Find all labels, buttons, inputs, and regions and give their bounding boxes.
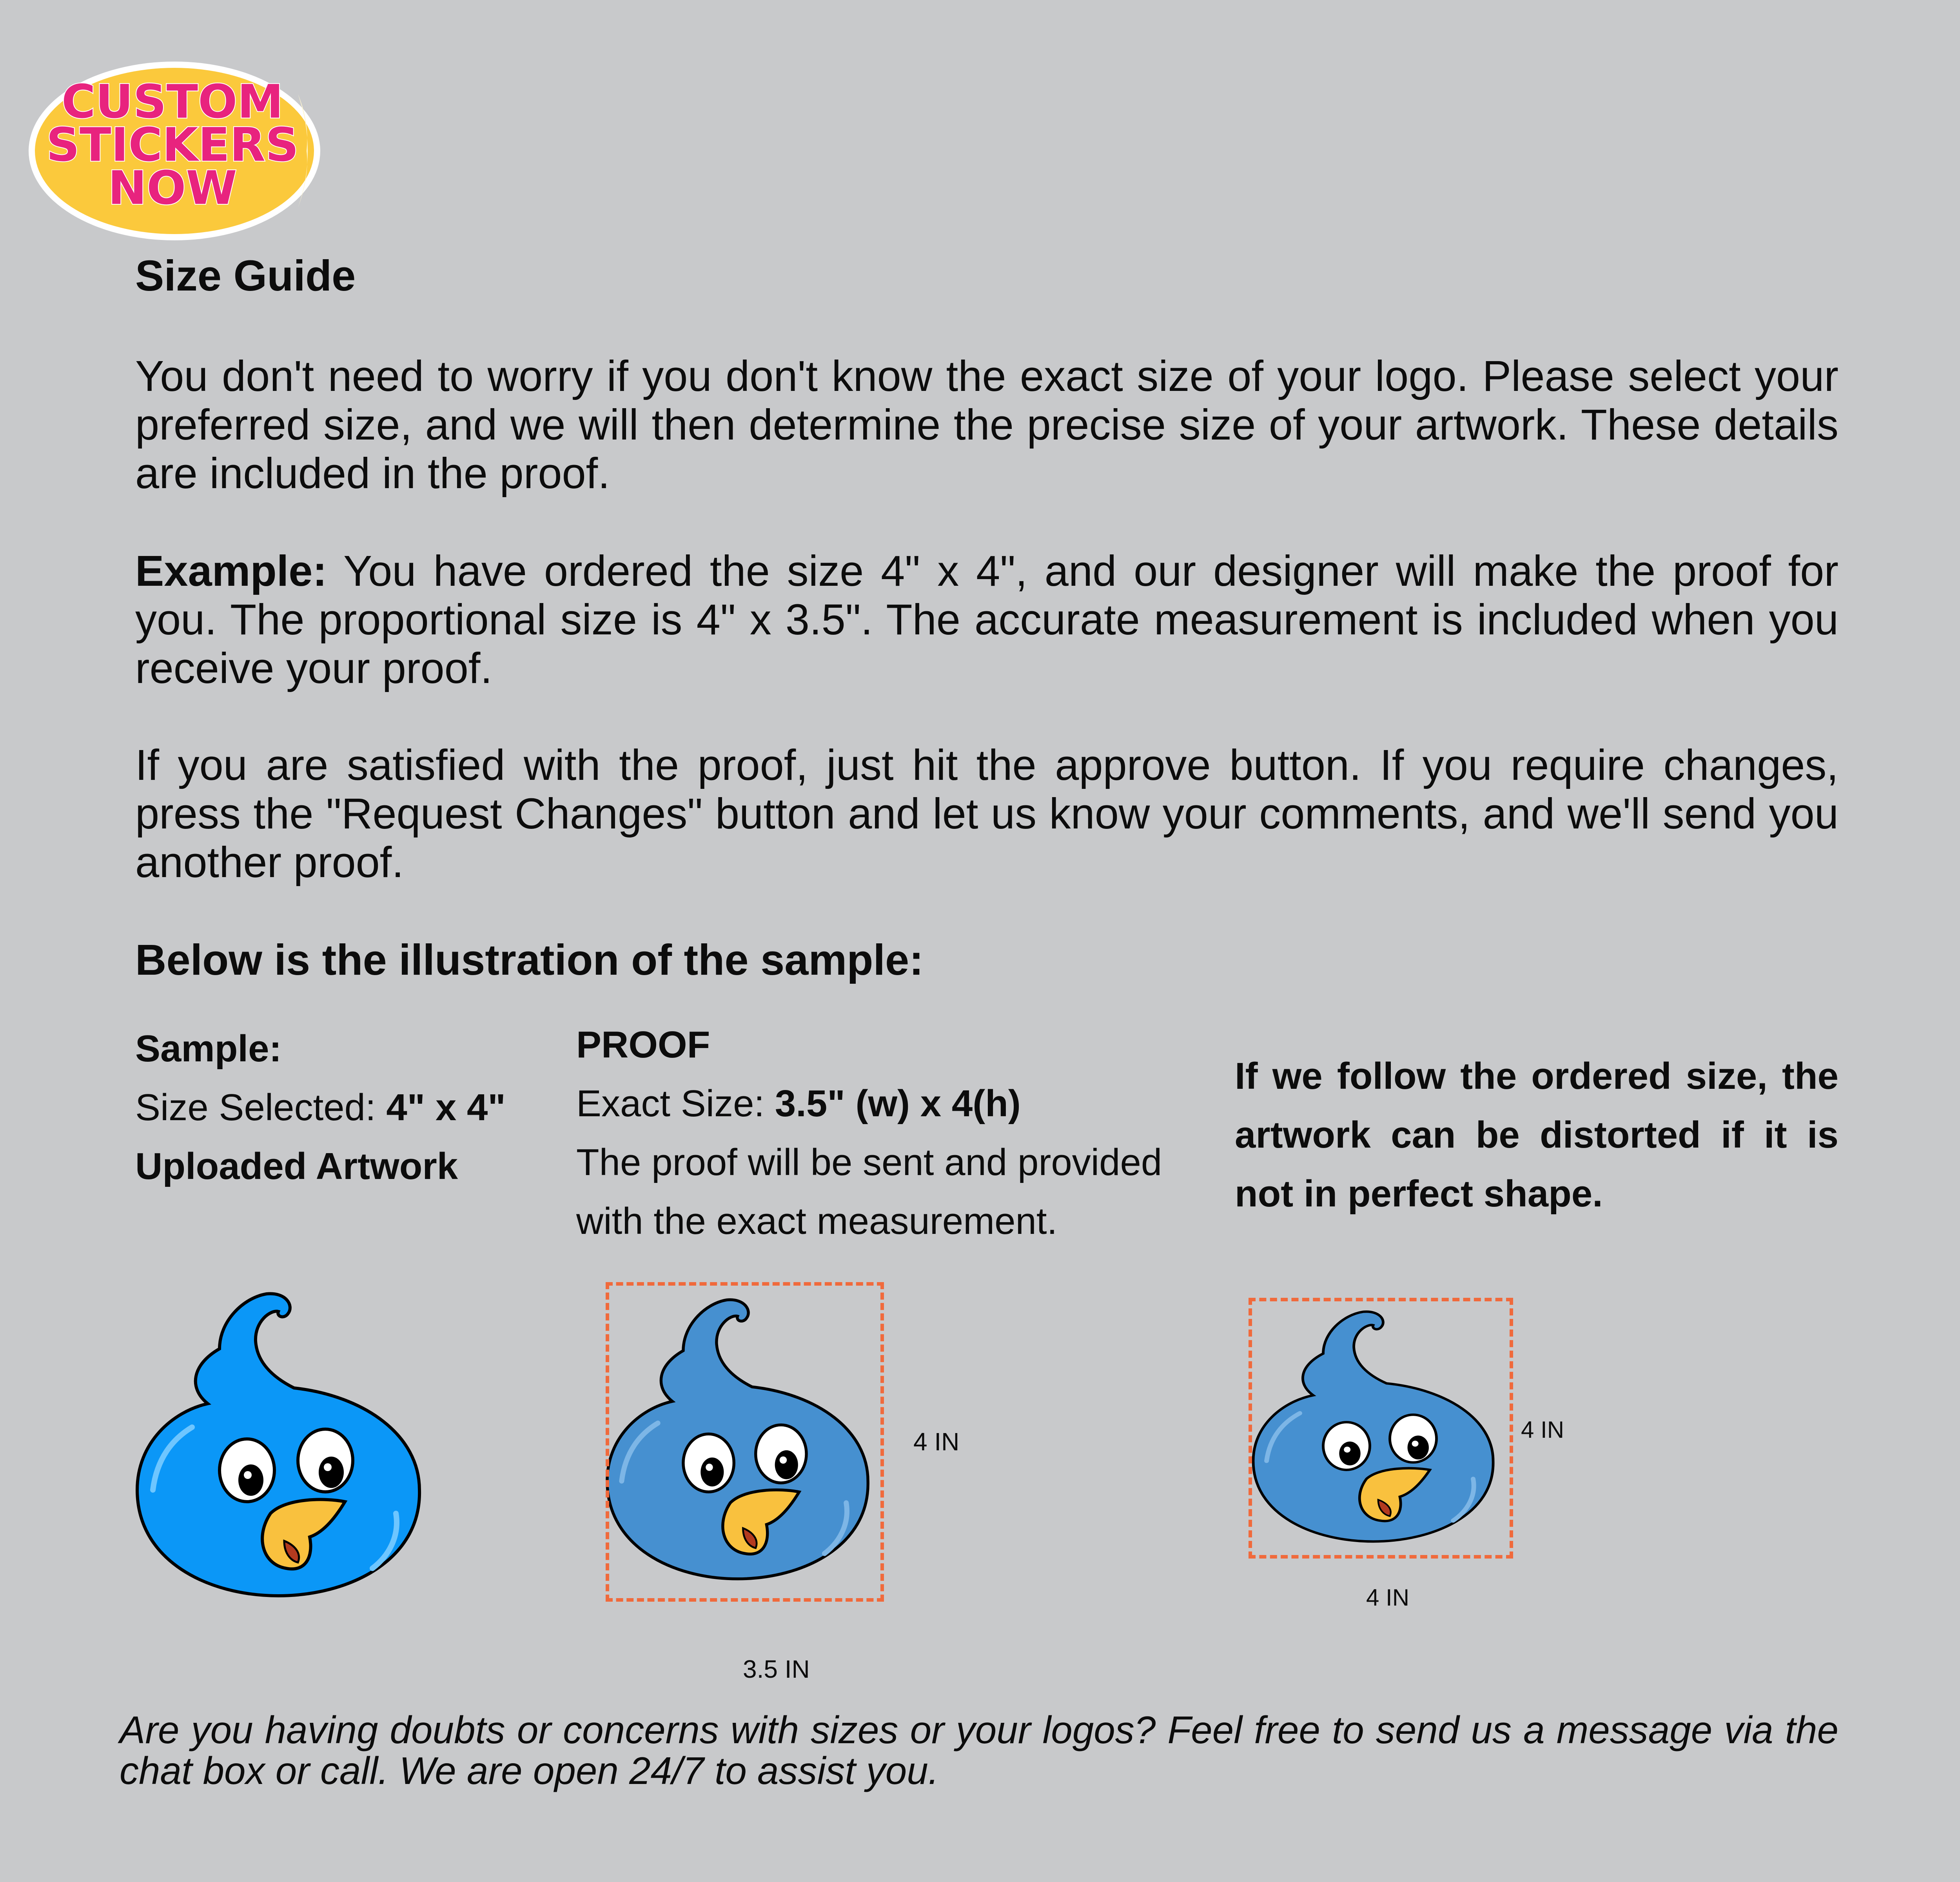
proof-dimension-box <box>606 1282 884 1602</box>
uploaded-artwork-bird-image <box>129 1270 443 1631</box>
approve-paragraph: If you are satisfied with the proof, just hit the approve button. If you require changes, press the "Request Changes" button and let us know your comments, and we'll send you another proof. <box>135 741 1838 887</box>
distorted-height-label: 4 IN <box>1521 1417 1564 1443</box>
distortion-warning: If we follow the ordered size, the artwork can be distorted if it is not in perfect shape. <box>1235 1055 1838 1215</box>
size-selected-line <box>135 1078 506 1137</box>
exact-size-line <box>576 1074 1162 1133</box>
uploaded-artwork-label: Uploaded Artwork <box>135 1145 458 1187</box>
distorted-dimension-box <box>1249 1298 1513 1559</box>
proof-column <box>576 1015 1162 1251</box>
sample-title: Sample: <box>135 1028 282 1070</box>
proof-note-line-2: with the exact measurement. <box>576 1200 1058 1242</box>
page-title: Size Guide <box>135 252 356 300</box>
example-paragraph <box>135 547 1838 693</box>
size-selected-value: 4" x 4" <box>386 1086 506 1128</box>
logo-line-3: NOW <box>108 161 237 215</box>
size-selected-label: Size Selected: <box>135 1086 387 1128</box>
brand-logo[interactable] <box>27 59 329 243</box>
logo-line-1: CUSTOM <box>62 74 283 129</box>
logo-line-2: STICKERS <box>46 118 299 172</box>
distorted-width-label: 4 IN <box>1366 1584 1410 1611</box>
illustration-heading: Below is the illustration of the sample: <box>135 936 924 984</box>
intro-paragraph: You don't need to worry if you don't know the exact size of your logo. Please select your preferred size, and we will then determine the precise size of your artwork. These details are included in the proof. <box>135 352 1838 498</box>
proof-title: PROOF <box>576 1024 710 1066</box>
proof-width-label: 3.5 IN <box>743 1655 810 1683</box>
sample-column <box>135 1019 506 1196</box>
exact-size-label: Exact Size: <box>576 1083 775 1124</box>
footer-note: Are you having doubts or concerns with sizes or your logos? Feel free to send us a message via the chat box or call. We are open 24/7 to assist you. <box>120 1708 1838 1792</box>
example-text: You have ordered the size 4" x 4", and our designer will make the proof for you. The proportional size is 4" x 3.5". The accurate measurement is included when you receive your proof. <box>135 547 1838 692</box>
proof-note-line-1: The proof will be sent and provided <box>576 1141 1162 1183</box>
exact-size-value: 3.5" (w) x 4(h) <box>775 1083 1021 1124</box>
proof-height-label: 4 IN <box>913 1428 960 1456</box>
example-label: Example: <box>135 547 327 595</box>
